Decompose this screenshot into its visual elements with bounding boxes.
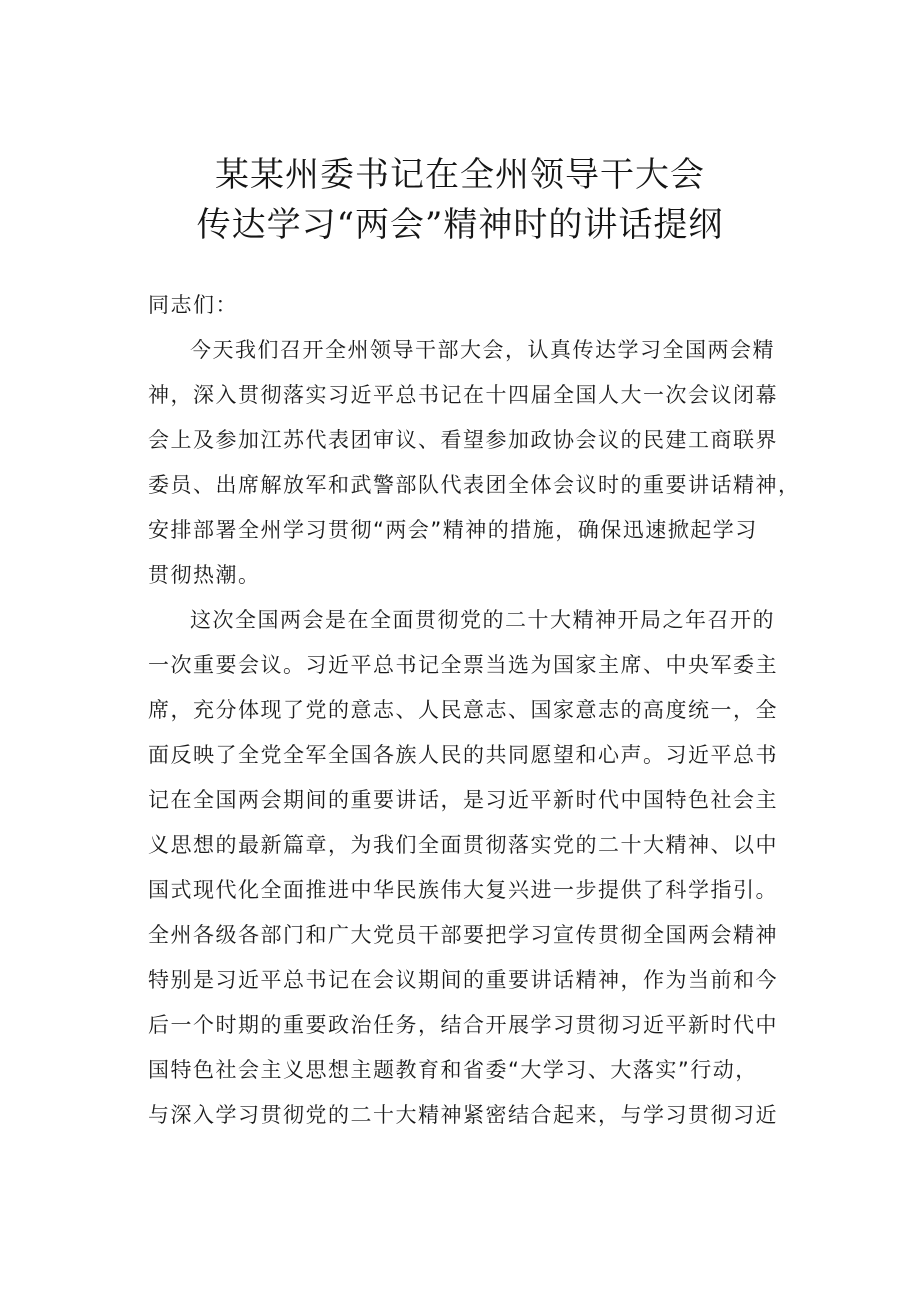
paragraph-line: 贯彻热潮。	[148, 563, 261, 587]
paragraph-line: 这次全国两会是在全面贯彻党的二十大精神开局之年召开的	[190, 608, 775, 632]
salutation: 同志们：	[148, 293, 238, 317]
title-line-1: 某某州委书记在全州领导干大会	[215, 155, 705, 195]
document-body	[148, 283, 800, 1138]
paragraph-line: 后一个时期的重要政治任务，结合开展学习贯彻习近平新时代中	[148, 1013, 778, 1037]
document-title	[60, 150, 860, 250]
paragraph-line: 记在全国两会期间的重要讲话，是习近平新时代中国特色社会主	[148, 788, 778, 812]
paragraph-2	[148, 598, 800, 1138]
paragraph-line: 特别是习近平总书记在会议期间的重要讲话精神，作为当前和今	[148, 968, 778, 992]
paragraph-line: 安排部署全州学习贯彻“两会”精神的措施，确保迅速掀起学习	[148, 518, 758, 542]
paragraph-line: 委员、出席解放军和武警部队代表团全体会议时的重要讲话精神，	[148, 473, 801, 497]
paragraph-line: 会上及参加江苏代表团审议、看望参加政协会议的民建工商联界	[148, 428, 778, 452]
paragraph-line: 一次重要会议。习近平总书记全票当选为国家主席、中央军委主	[148, 653, 778, 677]
paragraph-line: 国特色社会主义思想主题教育和省委“大学习、大落实”行动，	[148, 1058, 758, 1082]
paragraph-line: 今天我们召开全州领导干部大会，认真传达学习全国两会精	[190, 338, 775, 362]
paragraph-line: 神，深入贯彻落实习近平总书记在十四届全国人大一次会议闭幕	[148, 383, 778, 407]
paragraph-line: 国式现代化全面推进中华民族伟大复兴进一步提供了科学指引。	[148, 878, 778, 902]
paragraph-line: 义思想的最新篇章，为我们全面贯彻落实党的二十大精神、以中	[148, 833, 778, 857]
paragraph-1	[148, 328, 800, 598]
title-line-2: 传达学习“两会”精神时的讲话提纲	[196, 205, 724, 245]
paragraph-line: 全州各级各部门和广大党员干部要把学习宣传贯彻全国两会精神	[148, 923, 778, 947]
paragraph-line: 面反映了全党全军全国各族人民的共同愿望和心声。习近平总书	[148, 743, 778, 767]
paragraph-line: 与深入学习贯彻党的二十大精神紧密结合起来，与学习贯彻习近	[148, 1103, 778, 1127]
paragraph-line: 席，充分体现了党的意志、人民意志、国家意志的高度统一，全	[148, 698, 778, 722]
